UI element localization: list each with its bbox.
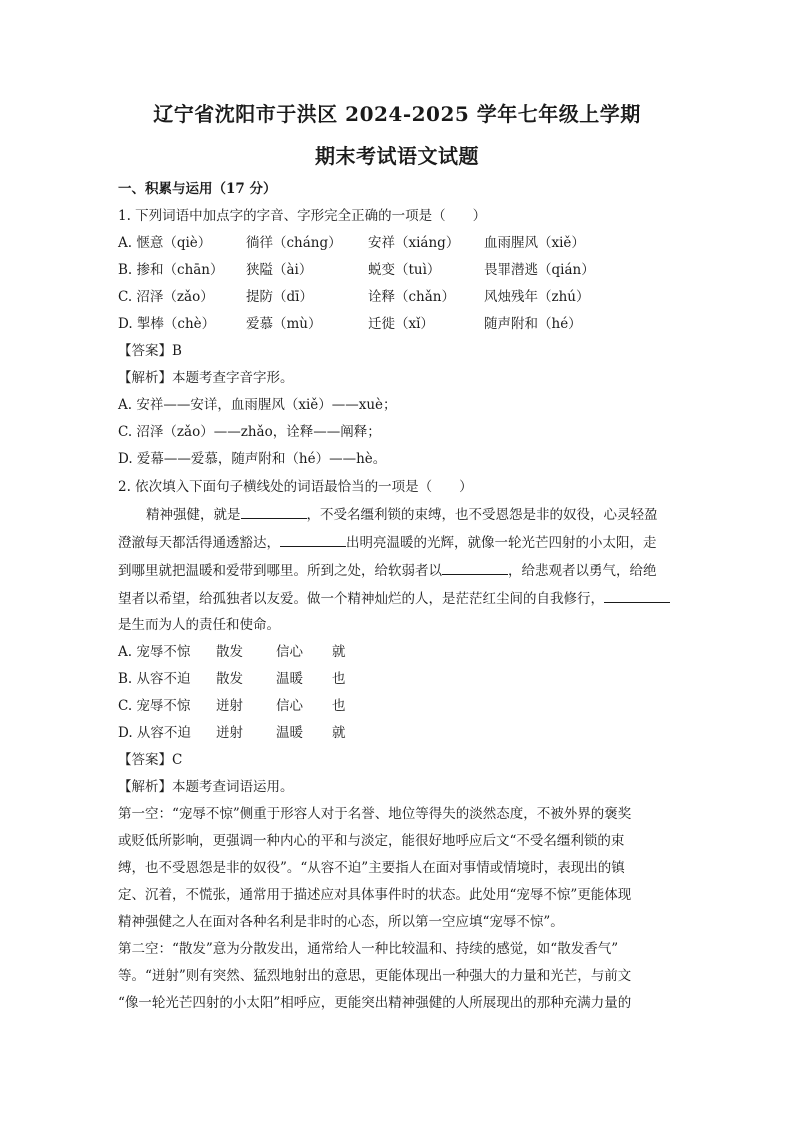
question-1-analysis: D. 爱幕——爱慕，随声附和（hé）——hè。: [118, 451, 387, 467]
option-word: 温暖: [276, 671, 303, 687]
question-1-analysis: 【解析】本题考查字音字形。: [118, 370, 294, 386]
question-2-analysis: 或贬低所影响，更强调一种内心的平和与淡定，能很好地呼应后文“不受名缰利锁的束: [118, 833, 625, 849]
option-word: 信心: [276, 644, 303, 660]
fill-blank-2: [280, 533, 346, 547]
question-2-analysis: 定、沉着，不慌张，通常用于描述应对具体事件时的状态。此处用“宠辱不惊”更能体现: [118, 887, 632, 903]
question-2-analysis: 第二空：“散发”意为分散发出，通常给人一种比较温和、持续的感觉，如“散发香气”: [118, 941, 619, 957]
passage-text: 精神强健，就是: [146, 507, 241, 523]
option-word: D. 掣棒（chè）: [118, 316, 216, 332]
passage-line: [118, 533, 678, 552]
question-2-analysis: 等。“迸射”则有突然、猛烈地射出的意思，更能体现出一种强大的力量和光芒，与前文: [118, 968, 632, 984]
option-word: 血雨腥风（xiě）: [484, 235, 585, 251]
question-1-option-a: [118, 234, 678, 252]
option-word: 蜕变（tuì）: [368, 262, 441, 278]
option-word: B. 掺和（chān）: [118, 262, 224, 278]
passage-text: ，不受名缰利锁的束缚，也不受恩怨是非的奴役，心灵轻盈: [306, 507, 658, 523]
option-word: 狭隘（ài）: [246, 262, 313, 278]
option-word: 提防（dī）: [246, 289, 313, 305]
question-1-analysis: C. 沼泽（zǎo）——zhǎo，诠释——阐释；: [118, 424, 381, 440]
option-word: 散发: [216, 644, 243, 660]
question-2-answer: 【答案】C: [118, 752, 183, 768]
passage-text: 到哪里就把温暖和爱带到哪里。所到之处，给软弱者以: [118, 563, 442, 579]
option-word: B. 从容不迫: [118, 671, 191, 687]
question-1-stem: 1. 下列词语中加点字的字音、字形完全正确的一项是（ ）: [118, 208, 487, 224]
passage-line: [146, 505, 706, 524]
option-word: 迸射: [216, 698, 243, 714]
passage-text: 澄澈每天都活得通透豁达，: [118, 535, 280, 551]
option-word: 徜徉（cháng）: [246, 235, 342, 251]
option-word: 散发: [216, 671, 243, 687]
question-2-option-a: [118, 643, 678, 661]
passage-line: 是生而为人的责任和使命。: [118, 617, 280, 633]
question-2-stem: 2. 依次填入下面句子横线处的词语最恰当的一项是（ ）: [118, 479, 473, 495]
passage-text: 出明亮温暖的光辉，就像一轮光芒四射的小太阳，走: [346, 535, 657, 551]
fill-blank-1: [241, 505, 307, 519]
section-heading: 一、积累与运用（17 分）: [118, 181, 277, 197]
passage-line: [118, 561, 678, 580]
option-word: C. 沼泽（zǎo）: [118, 289, 214, 305]
question-1-answer: 【答案】B: [118, 343, 182, 359]
document-title-line2: 期末考试语文试题: [315, 144, 479, 168]
option-word: 信心: [276, 698, 303, 714]
question-2-analysis: 缚，也不受恩怨是非的奴役”。“从容不迫”主要指人在面对事情或情境时，表现出的镇: [118, 860, 625, 876]
document-title-line1: 辽宁省沈阳市于洪区 2024-2025 学年七年级上学期: [153, 102, 641, 126]
option-word: 安祥（xiáng）: [368, 235, 460, 251]
option-word: 就: [332, 644, 346, 660]
question-2-option-c: [118, 697, 678, 715]
option-word: 也: [332, 698, 346, 714]
option-word: 畏罪潜逃（qián）: [484, 262, 595, 278]
option-word: C. 宠辱不惊: [118, 698, 191, 714]
option-word: 也: [332, 671, 346, 687]
question-1-analysis: A. 安祥——安详，血雨腥风（xiě）——xuè；: [118, 397, 397, 413]
option-word: A. 惬意（qiè）: [118, 235, 212, 251]
question-2-analysis: 【解析】本题考查词语运用。: [118, 779, 294, 795]
question-2-analysis: “像一轮光芒四射的小太阳”相呼应，更能突出精神强健的人所展现出的那种充满力量的: [118, 995, 632, 1011]
passage-text: 望者以希望，给孤独者以友爱。做一个精神灿烂的人，是茫茫红尘间的自我修行，: [118, 591, 604, 607]
question-1-option-b: [118, 261, 678, 279]
question-2-option-d: [118, 724, 678, 742]
fill-blank-3: [442, 561, 508, 575]
option-word: A. 宠辱不惊: [118, 644, 191, 660]
passage-text: ，给悲观者以勇气，给绝: [508, 563, 657, 579]
question-2-analysis: 第一空：“宠辱不惊”侧重于形容人对于名誉、地位等得失的淡然态度，不被外界的褒奖: [118, 806, 632, 822]
option-word: D. 从容不迫: [118, 725, 191, 741]
question-1-option-d: [118, 315, 678, 333]
option-word: 迁徙（xǐ）: [368, 316, 434, 332]
option-word: 随声附和（hé）: [484, 316, 582, 332]
option-word: 就: [332, 725, 346, 741]
passage-line: [118, 589, 678, 608]
option-word: 爱慕（mù）: [246, 316, 322, 332]
fill-blank-4: [604, 589, 670, 603]
option-word: 诠释（chǎn）: [368, 289, 455, 305]
option-word: 风烛残年（zhú）: [484, 289, 590, 305]
question-2-analysis: 精神强健之人在面对各种名利是非时的心态，所以第一空应填“宠辱不惊”。: [118, 914, 564, 930]
option-word: 温暖: [276, 725, 303, 741]
question-2-option-b: [118, 670, 678, 688]
question-1-option-c: [118, 288, 678, 306]
option-word: 迸射: [216, 725, 243, 741]
